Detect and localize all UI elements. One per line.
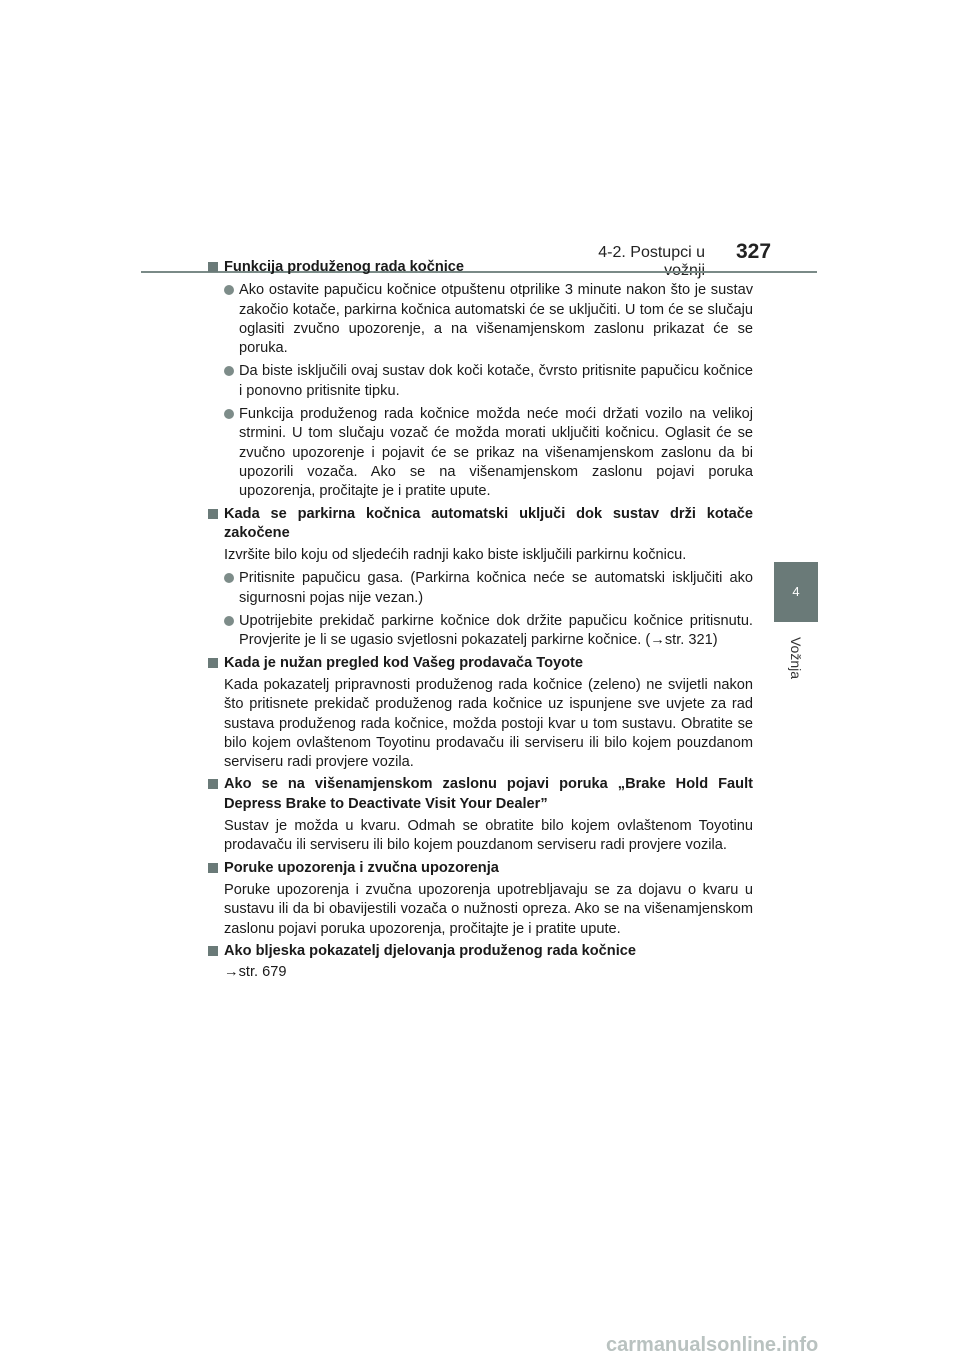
page-reference-link[interactable]: →str. 679 xyxy=(224,964,287,981)
section xyxy=(208,942,753,983)
section-heading xyxy=(208,258,753,277)
list-item xyxy=(224,569,753,608)
section-title: Funkcija produženog rada kočnice xyxy=(224,259,465,275)
circle-bullet-icon xyxy=(224,409,234,419)
circle-bullet-icon xyxy=(224,285,234,295)
square-bullet-icon xyxy=(208,658,218,668)
page-number: 327 xyxy=(736,240,772,263)
section-paragraph: Poruke upozorenja i zvučna upozorenja upotrebljavaju se za dojavu o kvaru u sustavu ili da bi obavijestili vozača o nužnosti opreza. Ako se na višenamjenskom zaslonu pojavi poruka upozorenja, pročitajte je i pratite upute. xyxy=(224,881,753,937)
section-heading xyxy=(208,775,753,814)
section xyxy=(208,859,753,939)
list-item-text: Ako ostavite papučicu kočnice otpuštenu otprilike 3 minute nakon što je sustav zakočio kotače, parkirna kočnica automatski će se uključiti. U tom će se slučaju oglasiti zvučno upozorenje, a na višenamjenskom zaslonu prikazat će se poruka. xyxy=(239,282,753,357)
watermark: carmanualsonline.info xyxy=(606,1334,819,1356)
running-header-section: 4-2. Postupci u xyxy=(598,244,705,261)
list-item-text: Pritisnite papučicu gasa. (Parkirna kočnica neće se automatski isključiti ako sigurnosni pojas nije vezan.) xyxy=(239,570,753,606)
section-heading xyxy=(208,942,753,961)
section-title: Kada se parkirna kočnica automatski uključi dok sustav drži kotače zakočene xyxy=(224,505,753,541)
circle-bullet-icon xyxy=(224,366,234,376)
section-title: Ako se na višenamjenskom zaslonu pojavi poruka „Brake Hold Fault Depress Brake to Deactivate Visit Your Dealer” xyxy=(224,776,753,812)
section-paragraph: Kada pokazatelj pripravnosti produženog rada kočnice (zeleno) ne svijetli nakon što pritisnete prekidač produženog rada kočnice uz ispunjene sve uvjete za rad sustava produženog rada kočnice, možda postoji kvar u tom sustavu. Obratite se bilo kojem ovlaštenom Toyotinu prodavaču ili serviseru ili bilo kojem pouzdanom serviseru radi provjere vozila. xyxy=(224,676,753,771)
square-bullet-icon xyxy=(208,509,218,519)
section-title: Ako bljeska pokazatelj djelovanja produženog rada kočnice xyxy=(224,942,636,959)
square-bullet-icon xyxy=(208,779,218,789)
section-paragraph: Sustav je možda u kvaru. Odmah se obratite bilo kojem ovlaštenom Toyotinu prodavaču ili serviseru ili bilo kojem pouzdanom serviseru radi provjere vozila. xyxy=(224,818,753,854)
square-bullet-icon xyxy=(208,262,218,272)
chapter-label-vertical xyxy=(786,630,806,690)
section-heading xyxy=(208,505,753,544)
chapter-label: Vožnja xyxy=(788,636,804,680)
section-heading xyxy=(208,859,753,878)
list-item xyxy=(224,612,753,651)
list-item-text: Funkcija produženog rada kočnice možda neće moći držati vozilo na velikoj strmini. U tom slučaju vozač će možda morati uključiti kočnicu. Oglasit će se zvučno upozorenje i pojavit će se prikaz na višenamjenskom zaslonu da bi upozorili vozača. Ako se na višenamjenskom zaslonu pojavi poruka upozorenja, pročitajte je i pratite upute. xyxy=(239,406,753,500)
section xyxy=(208,775,753,855)
list-item xyxy=(224,362,753,401)
section-paragraph: Izvršite bilo koju od sljedećih radnji kako biste isključili parkirnu kočnicu. xyxy=(224,547,687,564)
section xyxy=(208,505,753,651)
list-item xyxy=(224,281,753,358)
list-item-text: Da biste isključili ovaj sustav dok koči kotače, čvrsto pritisnite papučicu kočnice i ponovno pritisnite tipku. xyxy=(239,363,753,399)
list-item-text: Upotrijebite prekidač parkirne kočnice dok držite papučicu kočnice pritisnutu. Provjerite je li se ugasio svjetlosni pokazatelj parkirne kočnice. (→str. 321) xyxy=(239,613,753,649)
square-bullet-icon xyxy=(208,946,218,956)
chapter-number: 4 xyxy=(792,584,800,599)
main-content xyxy=(208,255,753,984)
section-title: Poruke upozorenja i zvučna upozorenja xyxy=(224,859,499,876)
chapter-tab xyxy=(774,562,818,622)
circle-bullet-icon xyxy=(224,573,234,583)
section-title: Kada je nužan pregled kod Vašeg prodavača Toyote xyxy=(224,654,583,671)
square-bullet-icon xyxy=(208,863,218,873)
circle-bullet-icon xyxy=(224,616,234,626)
section-heading xyxy=(208,654,753,673)
section xyxy=(208,654,753,773)
list-item xyxy=(224,405,753,501)
section xyxy=(208,258,753,502)
